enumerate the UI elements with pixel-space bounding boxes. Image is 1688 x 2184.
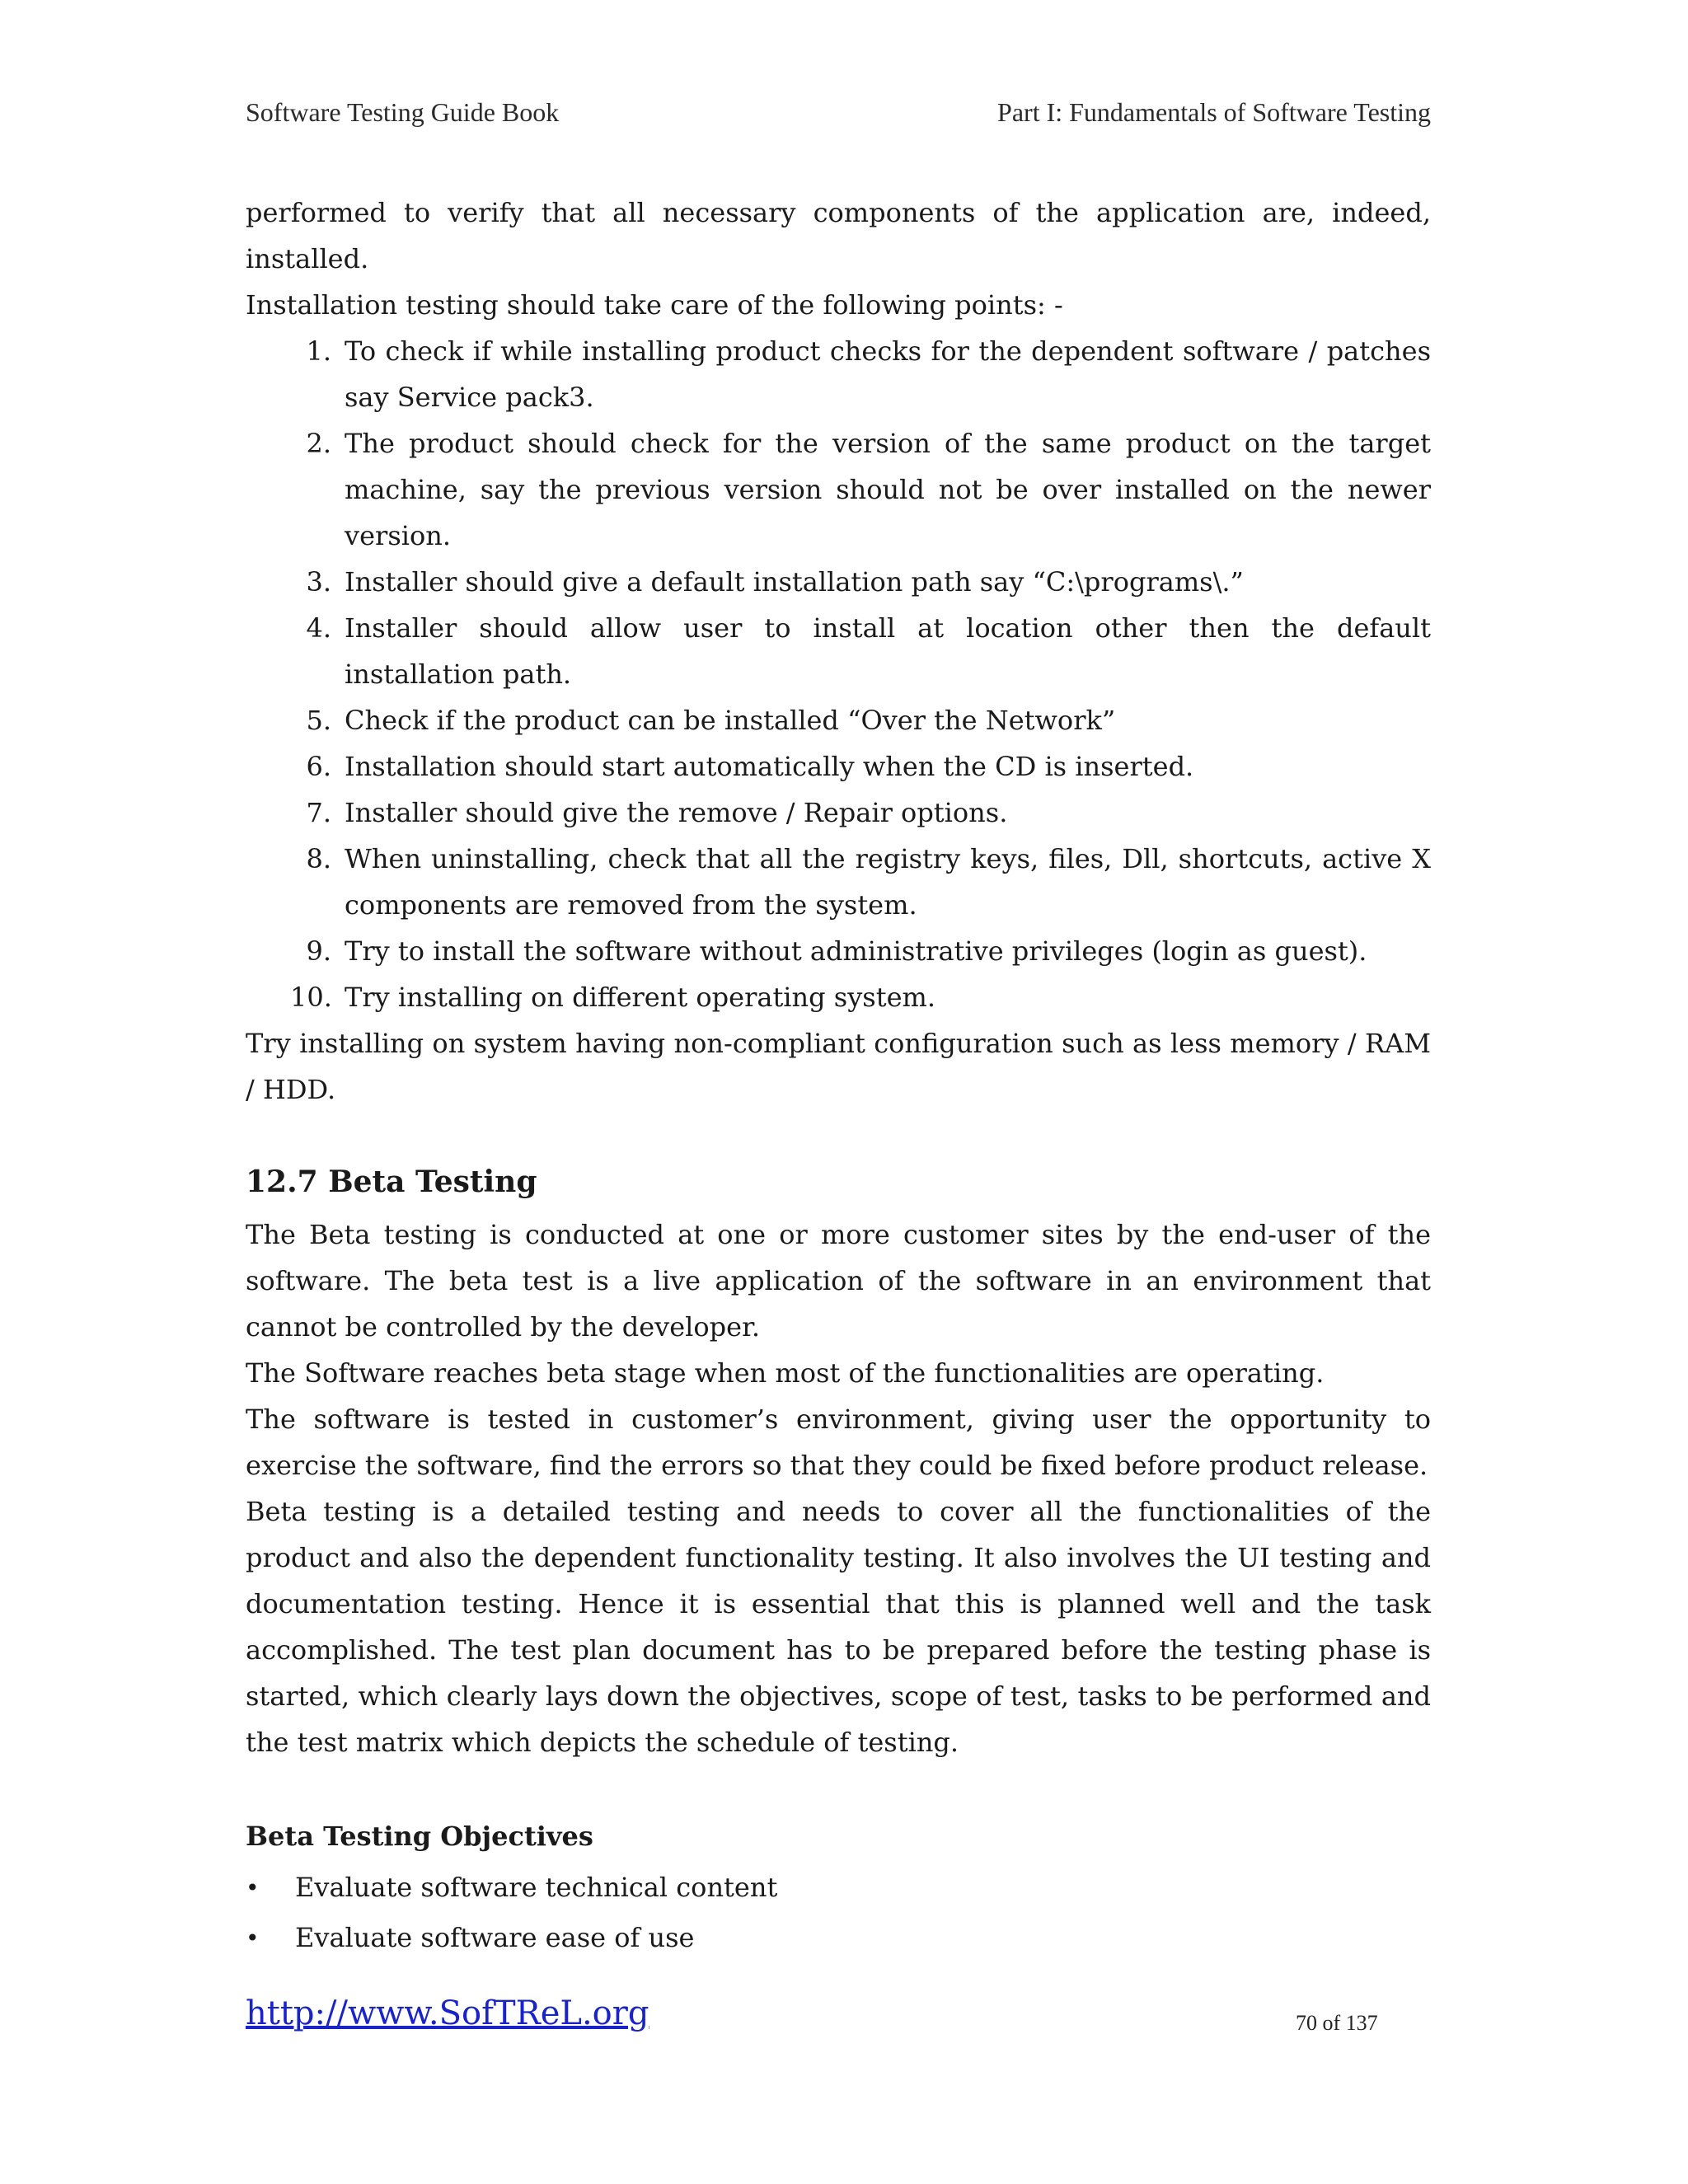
list-number: 4. bbox=[306, 612, 331, 644]
list-item-text: Installation should start automatically when the CD is inserted. bbox=[345, 751, 1194, 782]
section-heading: 12.7 Beta Testing bbox=[246, 1165, 537, 1199]
list-number: 1. bbox=[306, 335, 331, 367]
bullet-icon: • bbox=[246, 1874, 260, 1901]
list-number: 6. bbox=[306, 751, 331, 782]
list-number: 5. bbox=[306, 705, 331, 736]
section-paragraph: Beta testing is a detailed testing and needs to cover all the functionalities of the product and also the dependent functionality testing. It also involves the UI testing and documentation testing. Hence it is essential that this is planned well and the task accomplished. The test plan document has to be prepared before the testing phase is started, which clearly lays down the objectives, scope of test, tasks to be performed and the test matrix which depicts the schedule of testing. bbox=[246, 1496, 1431, 1758]
list-item bbox=[246, 1913, 1431, 1963]
list-number: 10. bbox=[290, 982, 332, 1013]
list-item bbox=[297, 328, 1431, 420]
list-item bbox=[297, 836, 1431, 928]
list-item bbox=[297, 743, 1431, 790]
list-number: 2. bbox=[306, 428, 331, 459]
list-item bbox=[297, 559, 1431, 605]
list-item-text: When uninstalling, check that all the registry keys, files, Dll, shortcuts, active X components are removed from the system. bbox=[345, 843, 1431, 921]
list-item-text: Installer should give a default installation path say “C:\programs\.” bbox=[345, 566, 1244, 598]
page-number: 70 of 137 bbox=[1296, 2011, 1378, 2035]
header-book-title: Software Testing Guide Book bbox=[246, 97, 560, 127]
list-item bbox=[297, 790, 1431, 836]
list-item-text: The product should check for the version of the same product on the target machine, say the previous version should not be over installed on the newer version. bbox=[345, 428, 1431, 551]
list-item-text: Installer should give the remove / Repair options. bbox=[345, 797, 1008, 828]
list-item-text: Evaluate software technical content bbox=[295, 1872, 778, 1903]
intro-paragraph: performed to verify that all necessary components of the application are, indeed, installed. bbox=[246, 197, 1431, 274]
list-item-text: Try installing on different operating system. bbox=[345, 982, 936, 1013]
list-item-text: Evaluate software ease of use bbox=[295, 1922, 695, 1953]
objectives-heading: Beta Testing Objectives bbox=[246, 1821, 593, 1852]
header-part-title: Part I: Fundamentals of Software Testing bbox=[997, 97, 1431, 127]
intro-lead-in: Installation testing should take care of the following points: - bbox=[246, 289, 1063, 321]
list-item bbox=[246, 1863, 1431, 1913]
installation-points-list bbox=[246, 328, 1431, 1020]
list-number: 3. bbox=[306, 566, 331, 598]
list-number: 8. bbox=[306, 843, 331, 874]
list-item bbox=[297, 605, 1431, 697]
bullet-icon: • bbox=[246, 1924, 260, 1952]
section-paragraph: The Beta testing is conducted at one or more customer sites by the end-user of the software. The beta test is a live application of the software in an environment that cannot be controlled by the developer. bbox=[246, 1219, 1431, 1343]
footer-website-link[interactable]: http://www.SofTReL.org bbox=[246, 1994, 649, 2032]
list-item bbox=[297, 928, 1431, 974]
list-item-text: Installer should allow user to install at location other then the default installation path. bbox=[345, 612, 1431, 690]
list-item-text: To check if while installing product checks for the dependent software / patches say Service pack3. bbox=[345, 335, 1431, 413]
list-item bbox=[297, 420, 1431, 559]
list-item-text: Check if the product can be installed “Over the Network” bbox=[345, 705, 1116, 736]
section-paragraph: The software is tested in customer’s environment, giving user the opportunity to exercise the software, find the errors so that they could be fixed before product release. bbox=[246, 1404, 1431, 1481]
objectives-list bbox=[246, 1863, 1431, 1963]
closing-paragraph: Try installing on system having non-compliant configuration such as less memory / RAM / HDD. bbox=[246, 1028, 1431, 1105]
list-number: 7. bbox=[306, 797, 331, 828]
list-number: 9. bbox=[306, 935, 331, 967]
list-item bbox=[297, 697, 1431, 743]
list-item-text: Try to install the software without administrative privileges (login as guest). bbox=[345, 935, 1367, 967]
section-paragraph: The Software reaches beta stage when most of the functionalities are operating. bbox=[246, 1357, 1325, 1389]
list-item bbox=[290, 974, 1431, 1020]
page-body bbox=[246, 190, 1431, 1963]
